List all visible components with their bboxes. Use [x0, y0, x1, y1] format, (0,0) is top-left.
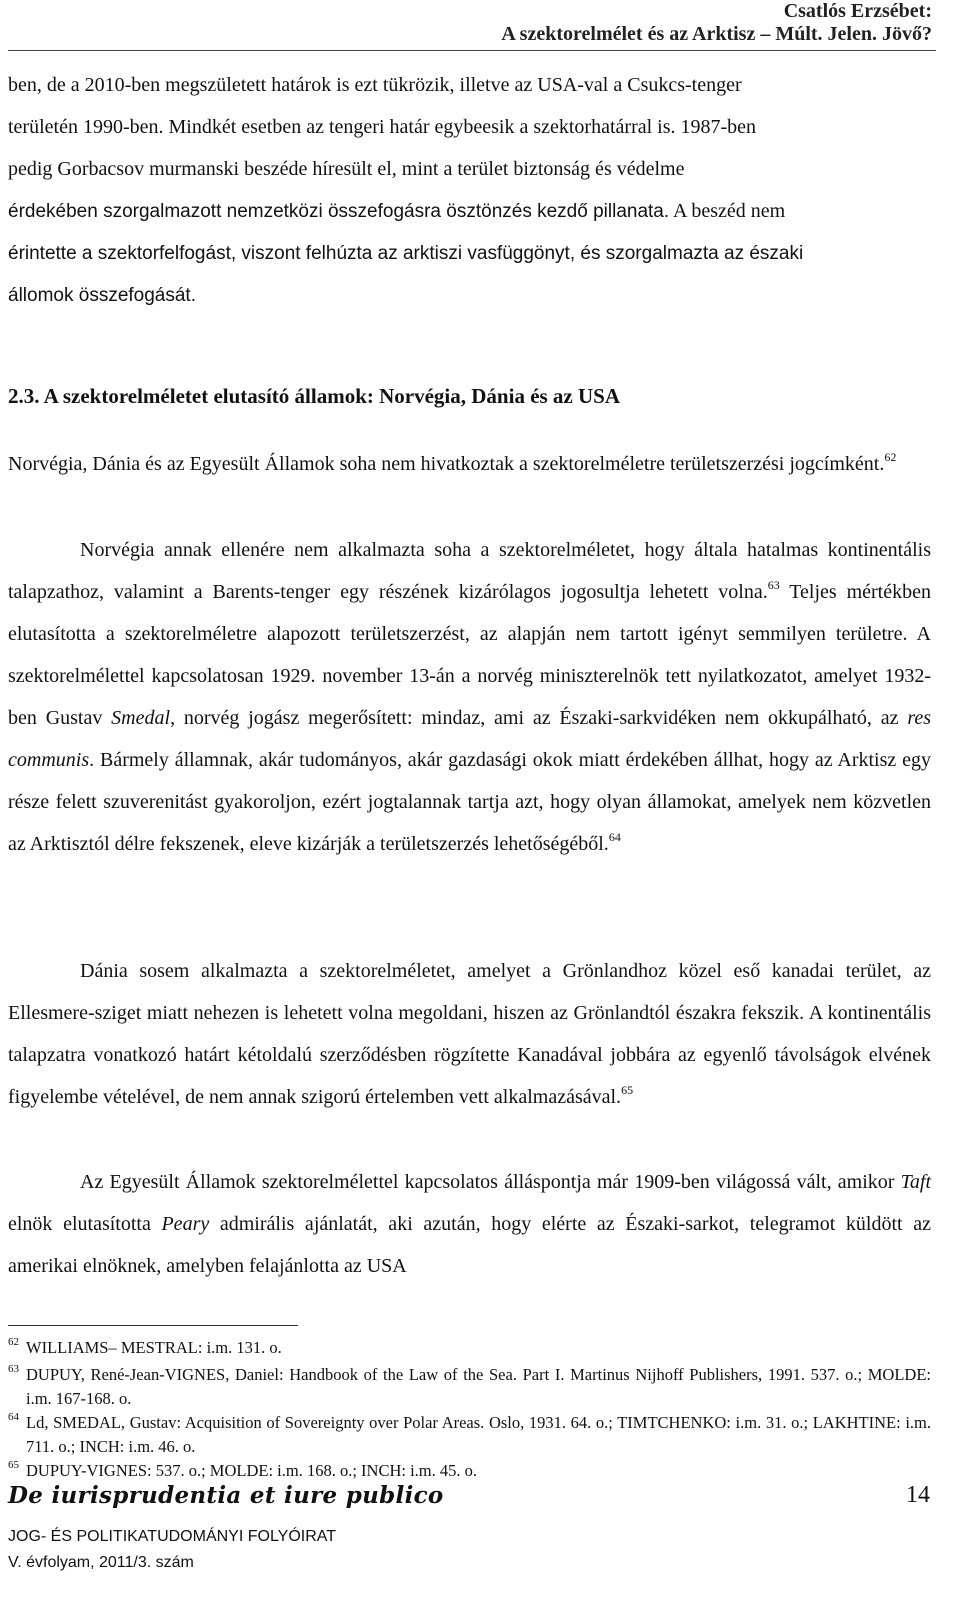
paragraph-text: érdekében szorgalmazott nemzetközi összefogásra ösztönzés kezdő pillanata. — [8, 201, 670, 222]
paragraph-text: A beszéd nem — [669, 200, 786, 222]
paragraph-text: . Bármely államnak, akár tudományos, akár gazdasági okok miatt érdekében állhat, hogy az Arktisz egy része felett szuverenitást gyakoroljon, ezért jogtalannak tartja azt, hogy olyan államokat, amelyek nem közvetlen az Arktisztól délre fekszenek, eleve kizárják a területszerzés lehetőségéből. — [8, 749, 931, 855]
footnote — [8, 1336, 931, 1360]
journal-volume: V. évfolyam, 2011/3. szám — [8, 1554, 194, 1571]
footnote-text: DUPUY-VIGNES: 537. o.; MOLDE: i.m. 168. o.; INCH: i.m. 45. o. — [26, 1461, 478, 1480]
paragraph-text: elnök elutasította — [8, 1213, 162, 1235]
footnote-ref[interactable]: 63 — [767, 578, 780, 592]
journal-title: De iurisprudentia et iure publico — [8, 1482, 444, 1509]
paragraph-5 — [8, 1161, 931, 1287]
footnote-number: 65 — [8, 1459, 19, 1471]
paragraph-line: állomok összefogását. — [8, 285, 196, 306]
footnote-divider — [8, 1325, 298, 1326]
footnote-number: 63 — [8, 1363, 19, 1375]
paragraph-1 — [8, 64, 931, 317]
journal-footer — [8, 1524, 336, 1576]
journal-subtitle: JOG- ÉS POLITIKATUDOMÁNYI FOLYÓIRAT — [8, 1528, 337, 1545]
header-divider — [8, 50, 936, 51]
footnote-text: DUPUY, René-Jean-VIGNES, Daniel: Handbook of the Law of the Sea. Part I. Martinus Nijhoff Publishers, 1991. 537. o.; MOLDE: i.m. 167-168. o. — [26, 1365, 931, 1408]
section-heading: 2.3. A szektorelméletet elutasító államok: Norvégia, Dánia és az USA — [8, 384, 621, 408]
footnote-number: 64 — [8, 1411, 19, 1423]
footnote-text: Ld, SMEDAL, Gustav: Acquisition of Sovereignty over Polar Areas. Oslo, 1931. 64. o.; TIMTCHENKO: i.m. 31. o.; LAKHTINE: i.m. 711. o.; INCH: i.m. 46. o. — [26, 1413, 931, 1456]
person-name: Taft — [900, 1171, 931, 1193]
paragraph-3 — [8, 529, 931, 865]
paragraph-text: Norvégia, Dánia és az Egyesült Államok soha nem hivatkoztak a szektorelméletre területszerzési jogcímként. — [8, 453, 885, 475]
footnote — [8, 1411, 931, 1459]
footnote — [8, 1363, 931, 1411]
paragraph-text: , norvég jogász megerősített: mindaz, ami az Északi-sarkvidéken nem okkupálható, az — [170, 707, 908, 729]
running-header — [501, 0, 932, 46]
footnote-number: 62 — [8, 1336, 19, 1348]
paragraph-line: pedig Gorbacsov murmanski beszéde híresült el, mint a terület biztonság és védelme — [8, 158, 685, 180]
paragraph-2 — [8, 443, 931, 485]
header-title: A szektorelmélet és az Arktisz – Múlt. Jelen. Jövő? — [501, 23, 932, 45]
footnote — [8, 1459, 931, 1483]
paragraph-text: Teljes mértékben elutasította a szektorelméletre alapozott területszerzést, az alapján nem tartott igényt semmilyen területre. A szektorelmélettel kapcsolatosan 1929. november 13-án a norvég miniszterelnök tett nyilatkozatot, amelyet 1932-ben Gustav — [8, 581, 931, 729]
header-author: Csatlós Erzsébet: — [783, 0, 932, 22]
paragraph-text: Norvégia annak ellenére nem alkalmazta soha a szektorelméletet, hogy általa hatalmas kontinentális talapzathoz, valamint a Barents-tenger egy részének kizárólagos jogosultja lehetett volna. — [8, 539, 931, 603]
footnote-text: WILLIAMS– MESTRAL: i.m. 131. o. — [26, 1338, 282, 1357]
person-name: Smedal — [111, 707, 171, 729]
person-name: Peary — [161, 1213, 210, 1235]
latin-term: res communis — [8, 707, 932, 771]
footnote-ref[interactable]: 64 — [608, 830, 621, 844]
paragraph-4 — [8, 950, 931, 1118]
paragraph-line: ben, de a 2010-ben megszületett határok is ezt tükrözik, illetve az USA-val a Csukcs-tenger — [8, 74, 742, 96]
footnote-ref[interactable]: 65 — [621, 1083, 634, 1097]
paragraph-line: érintette a szektorfelfogást, viszont felhúzta az arktiszi vasfüggönyt, és szorgalmazta az északi — [8, 243, 804, 264]
paragraph-text: Az Egyesült Államok szektorelmélettel kapcsolatos álláspontja már 1909-ben világossá vált, amikor — [80, 1171, 901, 1193]
paragraph-line — [8, 190, 931, 233]
paragraph-text: Dánia sosem alkalmazta a szektorelméletet, amelyet a Grönlandhoz közel eső kanadai terület, az Ellesmere-sziget miatt nehezen is lehetett volna megoldani, hiszen az Grönlandtól északra fekszik. A kontinentális talapzatra vonatkozó határt kétoldalú szerződésben rögzítette Kanadával jobbára az egyenlő távolságok elvének figyelembe vételével, de nem annak szigorú értelemben vett alkalmazásával. — [8, 960, 931, 1108]
paragraph-text: admirális ajánlatát, aki azután, hogy elérte az Északi-sarkot, telegramot küldött az amerikai elnöknek, amelyben felajánlotta az USA — [8, 1213, 931, 1277]
footnote-ref[interactable]: 62 — [884, 450, 897, 464]
paragraph-line: területén 1990-ben. Mindkét esetben az tengeri határ egybeesik a szektorhatárral is. 1987-ben — [8, 116, 757, 138]
page-number: 14 — [906, 1482, 930, 1508]
